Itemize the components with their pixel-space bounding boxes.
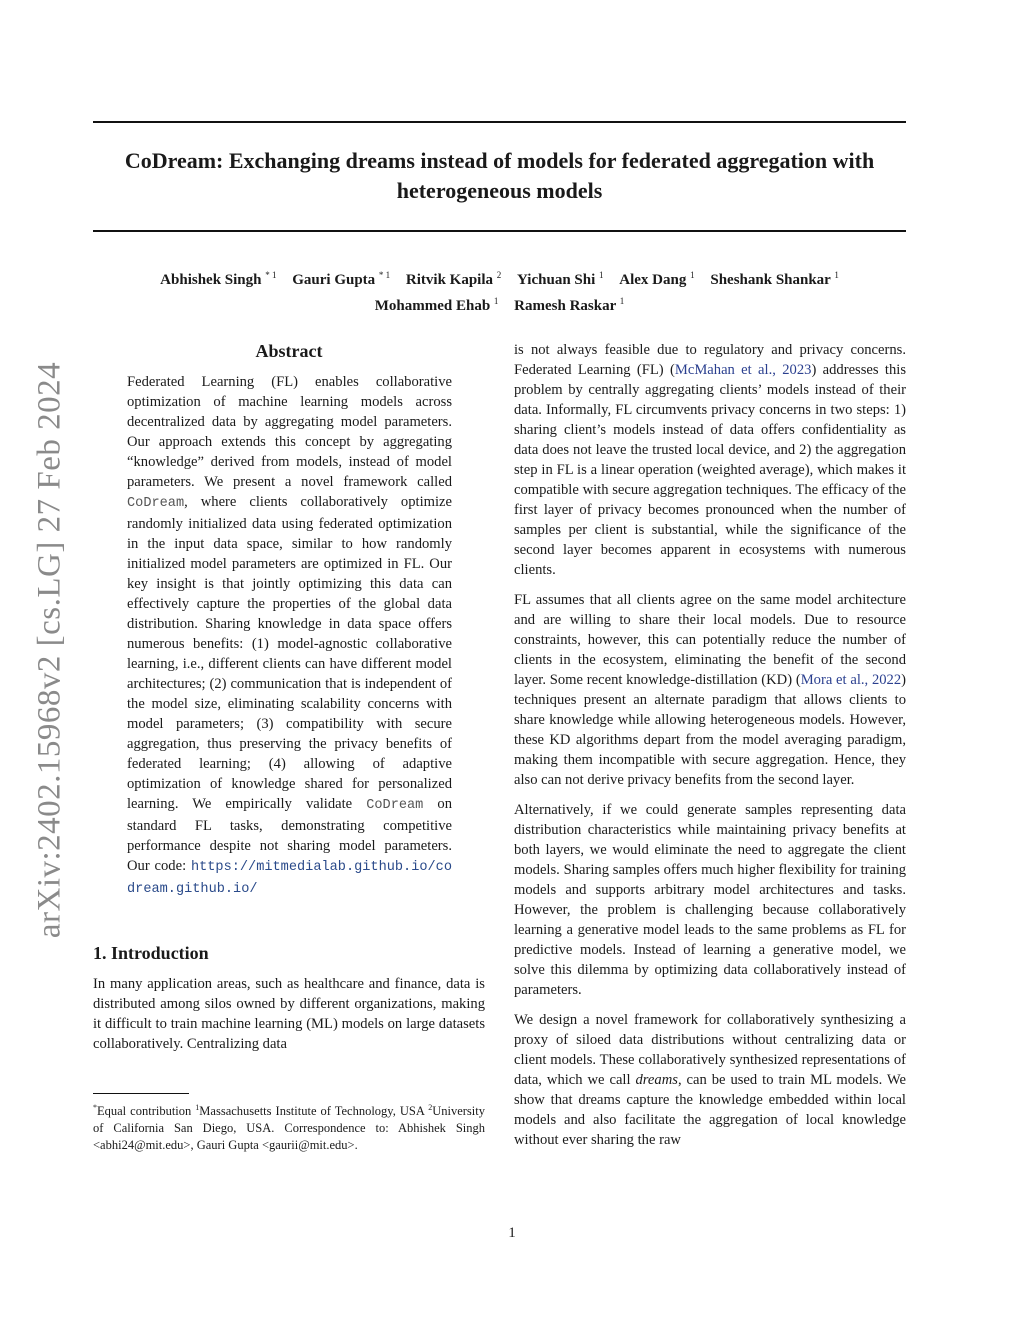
author: Yichuan Shi $^1$ [517, 270, 604, 288]
right-column [514, 340, 906, 1160]
footnote-rule [93, 1093, 189, 1094]
arxiv-stamp: arXiv:2402.15968v2 [cs.LG] 27 Feb 2024 [31, 361, 68, 939]
citation-link[interactable]: McMahan et al., 2023 [674, 362, 812, 378]
left-column [93, 340, 485, 1054]
code-link[interactable]: https://mitmedialab.github.io/codream.github.io/ [127, 860, 452, 897]
intro-paragraph: is not always feasible due to regulatory and privacy concerns. Federated Learning (FL) (McMahan et al., 2023) addresses this problem by centrally aggregating clients’ models instead of their data. Informally, FL circumvents privacy concerns in two steps: 1) sharing client’s models instead of data offers confidentiality as data does not leave the trusted local device, and 2) the aggregation step in FL is a linear operation (weighted average), which makes it compatible with secure aggregation techniques. The efficacy of the first layer of privacy becomes pronounced when the number of samples per client is substantial, while the significance of the second layer becomes apparent in ecosystems with numerous clients. [514, 342, 906, 578]
citation-link[interactable]: Mora et al., 2022 [800, 672, 902, 688]
author: Mohammed Ehab $^1$ [374, 296, 499, 314]
intro-paragraph: In many application areas, such as healthcare and finance, data is distributed among silos owned by different organizations, making it difficult to train machine learning (ML) models on large datasets collaboratively. Centralizing data [93, 976, 485, 1052]
author-list [93, 265, 906, 317]
page-number: 1 [508, 1225, 516, 1241]
abstract-body: Federated Learning (FL) enables collaborative optimization of machine learning models across decentralized data by aggregating model parameters. Our approach extends this concept by aggregating “knowledge” derived from models, instead of model parameters. We present a novel framework called CoDream, where clients collaboratively optimize randomly initialized data using federated optimization in the input data space, similar to how randomly initialized model parameters are optimized in FL. Our key insight is that jointly optimizing this data can effectively capture the properties of the global data distribution. Sharing knowledge in data space offers numerous benefits: (1) model-agnostic collaborative learning, i.e., different clients can have different model architectures; (2) communication that is independent of the model size, eliminating scalability concerns with model parameters; (3) compatibility with secure aggregation, thus preserving the privacy benefits of federated learning; (4) allowing of adaptive optimization of knowledge shared for personalized learning. We empirically validate CoDream on standard FL tasks, demonstrating competitive performance despite not sharing model parameters. Our code: https://mitmedialab.github.io/codream.github.io/ [127, 374, 452, 897]
intro-paragraph: We design a novel framework for collaboratively synthesizing a proxy of siloed data distributions without centralizing data or client models. These collaboratively synthesized representations of data, which we call dreams, can be used to train ML models. We show that dreams capture the knowledge embedded within local models and also facilitate the aggregation of local knowledge without ever sharing the raw [514, 1012, 907, 1148]
title-bottom-rule [93, 230, 906, 232]
abstract-heading: Abstract [255, 341, 323, 361]
author: Ramesh Raskar $^1$ [514, 296, 625, 314]
author: Sheshank Shankar $^1$ [710, 270, 839, 288]
section-heading-introduction: 1. Introduction [93, 943, 209, 963]
author: Alex Dang $^1$ [619, 270, 695, 288]
footnote: *Equal contribution $^1$Massachusetts Institute of Technology, USA $^2$University of California San Diego, USA. Correspondence to: Abhishek Singh <abhi24@mit.edu>, Gauri Gupta <gaurii@mit.edu>. [93, 1103, 485, 1153]
title-top-rule [93, 121, 906, 123]
intro-paragraph: FL assumes that all clients agree on the same model architecture and are willing to share their local models. Due to resource constraints, however, this can potentially reduce the number of clients in the ecosystem, eliminating the benefit of the second layer. Some recent knowledge-distillation (KD) (Mora et al., 2022) techniques present an alternate paradigm that allows clients to share knowledge while allowing heterogeneous models. However, these KD algorithms depart from the model averaging paradigm, making them incompatible with secure aggregation. Hence, they also can not derive privacy benefits from the second layer. [514, 592, 907, 788]
codream-name: CoDream [366, 798, 424, 813]
intro-paragraph: Alternatively, if we could generate samples representing data distribution characteristics while maintaining privacy benefits at both layers, we would eliminate the need to aggregate the client models. Sharing samples offers much higher flexibility for training models and supports arbitrary model architectures and tasks. However, the problem is challenging because collaboratively learning a generative model leads to the same problems as FL for predictive models. Instead of learning a generative model, we solve this dilemma by optimizing data collaboratively instead of parameters. [514, 802, 906, 998]
author: Gauri Gupta $^{* 1}$ [292, 270, 391, 288]
author: Ritvik Kapila $^2$ [405, 270, 502, 288]
codream-name: CoDream [127, 496, 185, 511]
author: Abhishek Singh $^{* 1}$ [160, 270, 277, 288]
paper-title: CoDream: Exchanging dreams instead of models for federated aggregation with heterogeneous models [124, 148, 875, 203]
